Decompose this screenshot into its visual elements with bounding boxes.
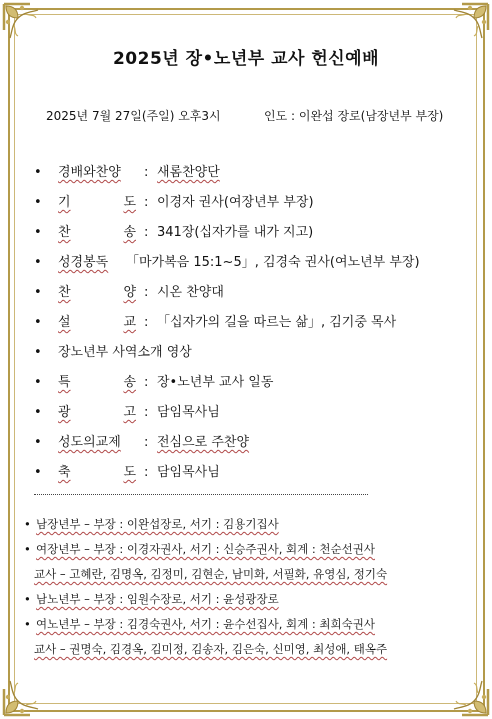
service-date-time: 2025년 7월 27일(주일) 오후3시: [46, 109, 221, 123]
label-char: 고: [123, 405, 136, 420]
roster-text: 교사 – 고혜란, 김명옥, 김정미, 김현순, 남미화, 서필화, 유영심, 정기숙: [34, 567, 388, 581]
order-item-value: 새롬찬양단: [157, 165, 220, 180]
label-char: 특: [58, 375, 71, 390]
colon: :: [144, 285, 149, 300]
document-title: 2025년 장•노년부 교사 헌신예배: [112, 49, 380, 69]
order-item-value: 장•노년부 교사 일동: [157, 375, 274, 390]
corner-ornament-icon: [0, 673, 46, 719]
roster-line: [24, 539, 474, 564]
order-item: [34, 222, 454, 252]
order-item-label: [58, 462, 136, 484]
order-item-value: 341장(십자가를 내가 지고): [157, 225, 314, 240]
bullet: •: [34, 435, 42, 450]
roster-text: 교사 – 권명숙, 김경옥, 김미정, 김송자, 김은숙, 신미영, 최성애, 태옥주: [34, 642, 388, 656]
bullet: •: [24, 517, 31, 531]
colon: :: [144, 405, 149, 420]
order-item-value: 담임목사님: [157, 405, 220, 420]
order-item: [34, 432, 454, 462]
order-item: [34, 402, 454, 432]
bullet: •: [24, 617, 31, 631]
order-item-label: 경배와찬양: [58, 165, 121, 180]
order-item: [34, 312, 454, 342]
label-char: 광: [58, 405, 71, 420]
bullet: •: [24, 592, 31, 606]
order-item-label: [58, 372, 136, 394]
order-item: [34, 282, 454, 312]
order-item-value: 담임목사님: [157, 465, 220, 480]
bullet: •: [34, 465, 42, 480]
colon: :: [144, 315, 149, 330]
label-char: 설: [58, 315, 71, 330]
order-item: [34, 252, 454, 282]
bullet: •: [34, 375, 42, 390]
roster-line: [24, 564, 474, 589]
order-item: [34, 192, 454, 222]
order-item-value: 시온 찬양대: [157, 285, 224, 300]
order-item-value: 이경자 권사(여장년부 부장): [157, 195, 314, 210]
colon: :: [144, 435, 149, 450]
label-char: 도: [123, 195, 136, 210]
order-item: [34, 162, 454, 192]
bullet: •: [34, 255, 42, 270]
corner-ornament-icon: [0, 0, 46, 46]
order-item-label: [58, 192, 136, 214]
bullet: •: [34, 225, 42, 240]
service-leader: 인도 : 이완섭 장로(남장년부 부장): [264, 109, 444, 123]
bullet: •: [34, 315, 42, 330]
order-of-worship-list: [34, 162, 454, 492]
label-char: 도: [123, 465, 136, 480]
label-char: 송: [123, 375, 136, 390]
label-char: 찬: [58, 285, 71, 300]
label-char: 기: [58, 195, 71, 210]
order-item-label: 성경봉독: [58, 255, 109, 270]
label-char: 축: [58, 465, 71, 480]
colon: :: [144, 225, 149, 240]
roster-text: 남장년부 – 부장 : 이완섭장로, 서기 : 김용기집사: [36, 517, 279, 531]
bullet: •: [24, 542, 31, 556]
roster-line: [24, 514, 474, 539]
colon: :: [144, 165, 149, 180]
roster-line: [24, 639, 474, 664]
order-item-value: 「십자가의 길을 따르는 삶」, 김기중 목사: [157, 315, 397, 330]
label-char: 교: [123, 315, 136, 330]
teacher-roster: [24, 514, 474, 664]
bullet: •: [34, 345, 42, 360]
roster-text: 여장년부 – 부장 : 이경자권사, 서기 : 신승주권사, 회계 : 천순선권사: [36, 542, 375, 556]
bullet: •: [34, 195, 42, 210]
order-item: [34, 342, 454, 372]
bullet: •: [34, 165, 42, 180]
section-divider: [34, 494, 368, 495]
order-item-label: [58, 312, 136, 334]
bullet: •: [34, 285, 42, 300]
roster-text: 남노년부 – 부장 : 임원수장로, 서기 : 윤성광장로: [36, 592, 279, 606]
bullet: •: [34, 405, 42, 420]
roster-text: 여노년부 – 부장 : 김경숙권사, 서기 : 윤수선집사, 회계 : 최희숙권사: [36, 617, 375, 631]
roster-line: [24, 589, 474, 614]
order-item-label: [58, 282, 136, 304]
label-char: 찬: [58, 225, 71, 240]
colon: :: [144, 465, 149, 480]
order-item-label: [58, 402, 136, 424]
order-item-label: 성도의교제: [58, 435, 121, 450]
order-item: [34, 462, 454, 492]
colon: :: [144, 195, 149, 210]
label-char: 송: [123, 225, 136, 240]
label-char: 양: [123, 285, 136, 300]
corner-ornament-icon: [446, 0, 492, 46]
colon: :: [144, 375, 149, 390]
order-item-value: 「마가복음 15:1~5」, 김경숙 권사(여노년부 부장): [126, 255, 420, 270]
roster-line: [24, 614, 474, 639]
order-item-label: [58, 222, 136, 244]
order-item-value: 전심으로 주찬양: [157, 435, 250, 450]
corner-ornament-icon: [446, 673, 492, 719]
order-item: [34, 372, 454, 402]
order-item-label: 장노년부 사역소개 영상: [58, 345, 192, 360]
